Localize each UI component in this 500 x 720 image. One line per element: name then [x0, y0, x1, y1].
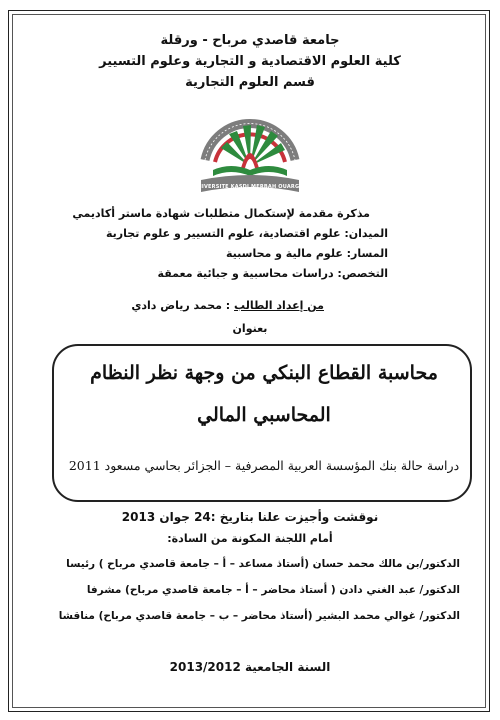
thesis-subtitle: دراسة حالة بنك المؤسسة العربية المصرفية – الجزائر بحاسي مسعود 2011	[68, 458, 460, 473]
student-line	[40, 296, 450, 316]
memo-details	[40, 204, 450, 284]
department-name: قسم العلوم التجارية	[185, 75, 315, 90]
student-name: : محمد رياض دادي	[131, 299, 231, 312]
emblem-caption: UNIVERSITE KASDI MERBAH OUARGLA	[193, 184, 307, 190]
thesis-title-line-1: محاسبة القطاع البنكي من وجهة نظر النظام	[90, 362, 438, 384]
university-emblem-icon	[191, 98, 309, 198]
jury-member-2: الدكتور/ عبد الغني دادن ( أستاذ محاضر – أ – جامعة قاصدي مرباح) مشرفا	[86, 584, 460, 596]
discussion-date: نوقشت وأجيزت علنا بتاريخ :24 جوان 2013	[121, 510, 379, 524]
memo-intro: مذكرة مقدمة لإستكمال متطلبات شهادة ماستر أكاديمي	[72, 207, 370, 220]
faculty-name: كلية العلوم الاقتصادية و التجارية وعلوم التسيير	[99, 54, 401, 69]
memo-field: الميدان: علوم اقتصادية، علوم التسيير و علوم تجارية	[106, 227, 388, 240]
title-label: بعنوان	[232, 322, 268, 335]
university-name: جامعة قاصدي مرباح - ورقلة	[160, 33, 340, 48]
jury-member-1: الدكتور/بن مالك محمد حسان (أستاذ مساعد – أ – جامعة قاصدي مرباح ) رئيسا	[66, 558, 460, 570]
academic-year: السنة الجامعية 2013/2012	[169, 660, 331, 674]
memo-track: المسار: علوم مالية و محاسبية	[225, 247, 388, 260]
student-label: من إعداد الطالب	[234, 299, 324, 312]
thesis-title-line-2: المحاسبي المالي	[197, 404, 331, 426]
thesis-title-box	[52, 344, 472, 502]
memo-specialty: التخصص: دراسات محاسبية و جبائية معمقة	[157, 267, 388, 280]
committee-intro: أمام اللجنة المكونة من السادة:	[167, 532, 333, 545]
jury-member-3: الدكتور/ غوالي محمد البشير (أستاذ محاضر – ب – جامعة قاصدي مرباح) مناقشا	[58, 610, 460, 622]
institution-header	[0, 30, 500, 93]
